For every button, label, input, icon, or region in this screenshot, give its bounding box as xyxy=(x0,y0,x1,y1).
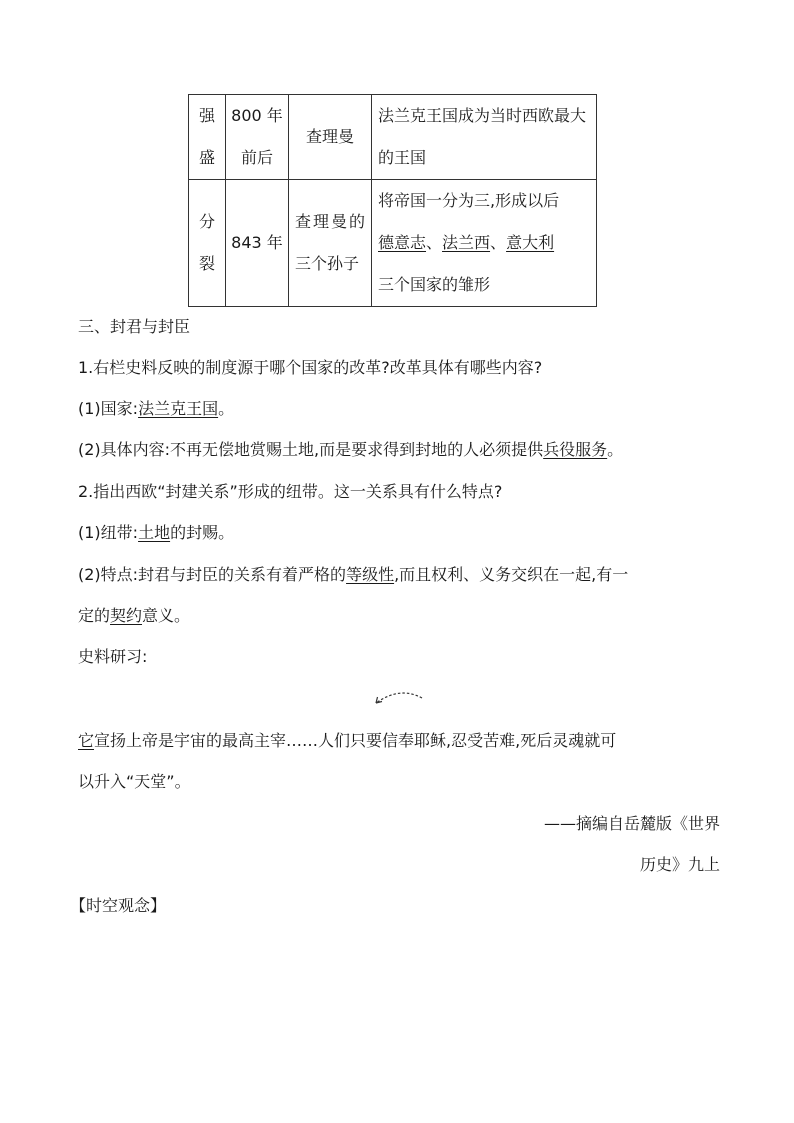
event-text: 将帝国一分为三,形成以后 xyxy=(378,191,560,210)
answer-1-content xyxy=(78,439,722,461)
text: 定的 xyxy=(78,606,111,625)
stage-cell: 强盛 xyxy=(189,95,226,180)
answer-france: 法兰西 xyxy=(442,233,491,252)
curved-arrow-icon xyxy=(370,688,426,712)
study-label: 史料研习: xyxy=(78,647,148,666)
answer-2-feature xyxy=(78,564,722,586)
answer-text: 等级性 xyxy=(346,565,395,584)
event-text: 三个国家的雏形 xyxy=(378,275,491,294)
stage-cell: 分裂 xyxy=(189,180,226,307)
answer-text: 土地 xyxy=(138,523,171,542)
event-sep: 、 xyxy=(490,233,507,252)
label: (1)国家: xyxy=(78,399,139,418)
quote-line-1 xyxy=(78,730,722,752)
answer-germany: 德意志 xyxy=(378,233,427,252)
quote-line-2: 以升入“天堂”。 xyxy=(78,772,191,791)
answer-2-bond xyxy=(78,522,722,544)
source-line-1: ——摘编自岳麓版《世界 xyxy=(543,814,720,833)
label: (2)特点:封君与封臣的关系有着严格的 xyxy=(78,565,347,584)
section-tag: 【时空观念】 xyxy=(70,896,167,915)
history-table xyxy=(188,94,597,307)
event-sep: 、 xyxy=(426,233,443,252)
label: (1)纽带: xyxy=(78,523,139,542)
answer-text: 兵役服务 xyxy=(543,440,608,459)
source-line-2: 历史》九上 xyxy=(639,855,720,874)
time-cell: 843 年 xyxy=(226,180,289,307)
text: 的封赐。 xyxy=(170,523,235,542)
event-cell xyxy=(372,180,597,307)
question-2: 2.指出西欧“封建关系”形成的纽带。这一关系具有什么特点? xyxy=(78,482,503,501)
table-row xyxy=(189,180,597,307)
punct: 。 xyxy=(218,399,235,418)
punct: 。 xyxy=(607,440,624,459)
answer-1-country xyxy=(78,398,722,420)
event-cell: 法兰克王国成为当时西欧最大的王国 xyxy=(372,95,597,180)
answer-text: 法兰克王国 xyxy=(138,399,219,418)
answer-italy: 意大利 xyxy=(506,233,555,252)
table-row xyxy=(189,95,597,180)
label: (2)具体内容:不再无偿地赏赐土地,而是要求得到封地的人必须提供 xyxy=(78,440,544,459)
quote-text: 宣扬上帝是宇宙的最高主宰……人们只要信奉耶稣,忍受苦难,死后灵魂就可 xyxy=(94,731,617,750)
section-heading: 三、封君与封臣 xyxy=(78,317,191,336)
person-cell: 查理曼 xyxy=(289,95,372,180)
answer-2-feature-cont xyxy=(78,605,722,627)
text: ,而且权利、义务交织在一起,有一 xyxy=(394,565,629,584)
text: 意义。 xyxy=(142,606,191,625)
person-cell: 查理曼的三个孙子 xyxy=(289,180,372,307)
question-1: 1.右栏史料反映的制度源于哪个国家的改革?改革具体有哪些内容? xyxy=(78,358,543,377)
answer-text: 契约 xyxy=(110,606,143,625)
marked-word: 它 xyxy=(78,731,95,750)
time-cell: 800 年前后 xyxy=(226,95,289,180)
